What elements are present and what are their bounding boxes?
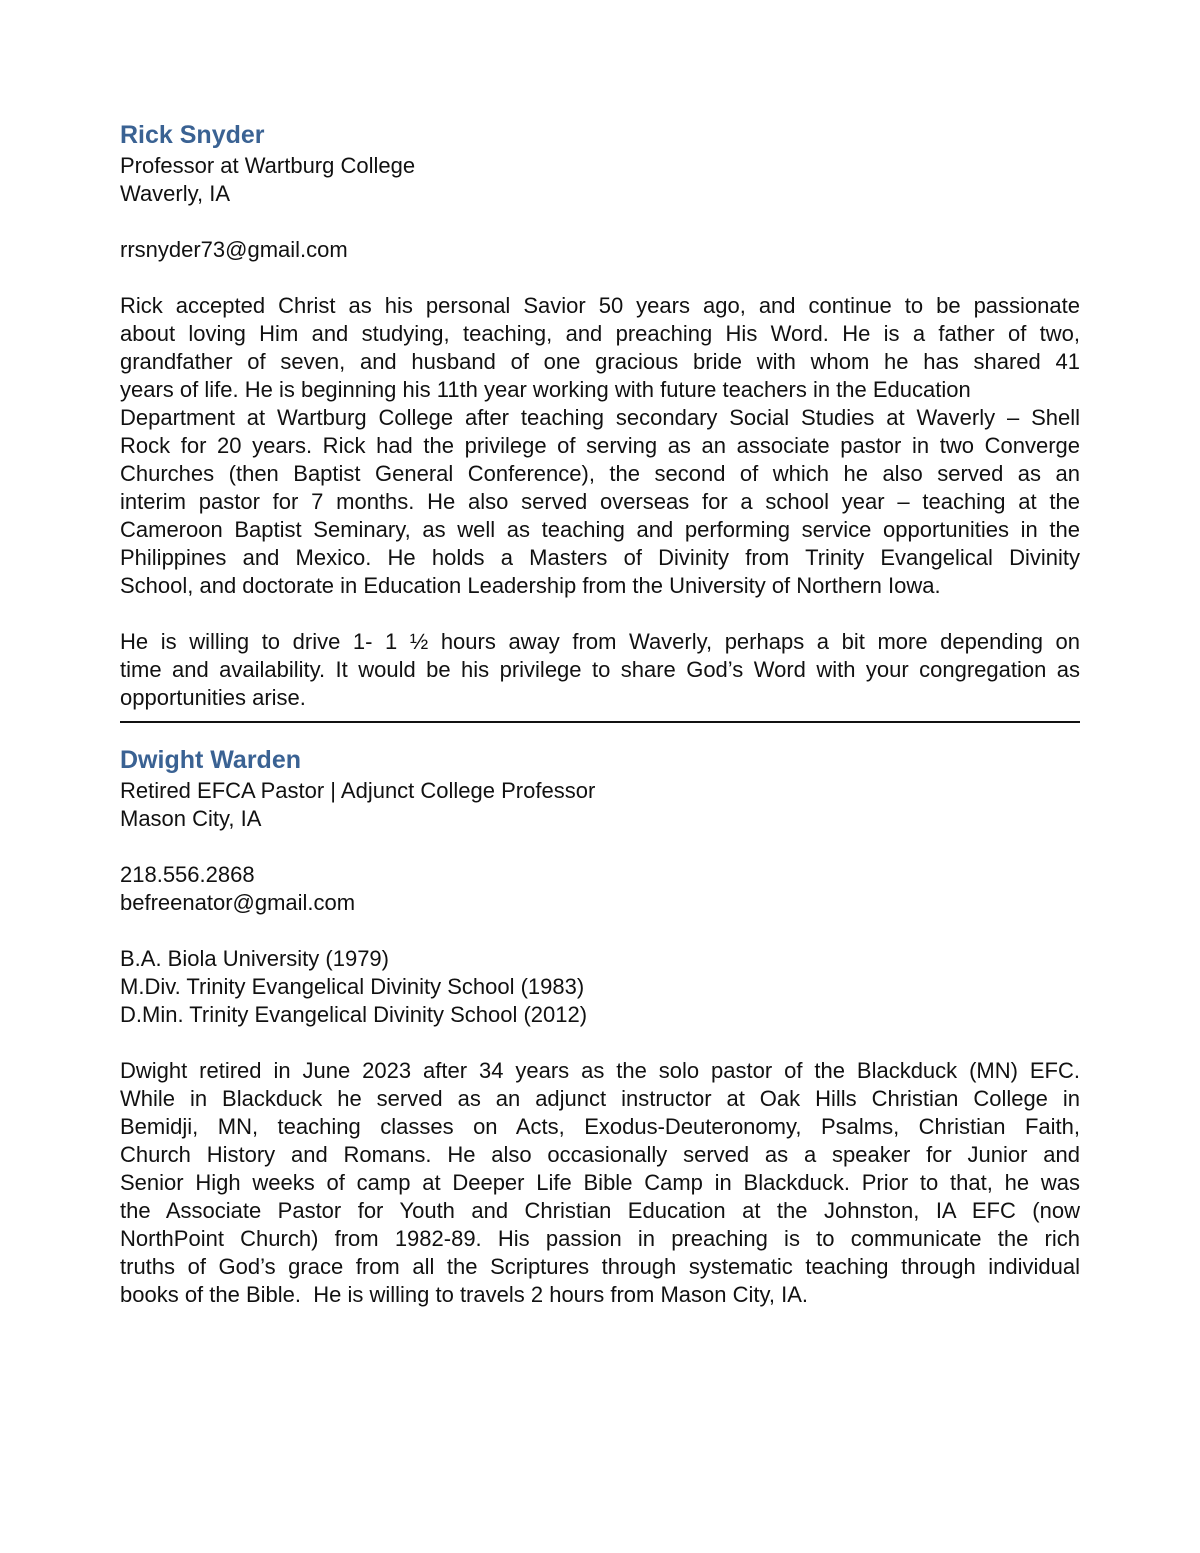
bio-line: interim pastor for 7 months. He also served overseas for a school year – teaching at the (120, 489, 1080, 514)
profile-title: Professor at Wartburg College (120, 153, 416, 178)
profile-email: rrsnyder73@gmail.com (120, 237, 348, 262)
bio-line: Department at Wartburg College after teaching secondary Social Studies at Waverly – Shell (120, 405, 1080, 430)
education-item: D.Min. Trinity Evangelical Divinity School (2012) (120, 1002, 588, 1027)
bio-line: NorthPoint Church) from 1982-89. His passion in preaching is to communicate the rich (120, 1226, 1080, 1251)
travel-line: opportunities arise. (120, 685, 306, 710)
profile-bio (120, 1057, 1080, 1309)
profile-travel (120, 628, 1080, 712)
travel-line: He is willing to drive 1- 1 ½ hours away from Waverly, perhaps a bit more depending on (120, 629, 1080, 654)
education-item: B.A. Biola University (1979) (120, 946, 389, 971)
education-item: M.Div. Trinity Evangelical Divinity School (1983) (120, 974, 585, 999)
bio-line: years of life. He is beginning his 11th year working with future teachers in the Education (120, 377, 971, 402)
bio-line: Bemidji, MN, teaching classes on Acts, Exodus-Deuteronomy, Psalms, Christian Faith, (120, 1114, 1080, 1139)
bio-line: grandfather of seven, and husband of one gracious bride with whom he has shared 41 (120, 349, 1080, 374)
bio-line: Church History and Romans. He also occasionally served as a speaker for Junior and (120, 1142, 1080, 1167)
section-divider (120, 721, 1080, 723)
profile-phone: 218.556.2868 (120, 862, 255, 887)
bio-line: truths of God’s grace from all the Scriptures through systematic teaching through individual (120, 1254, 1080, 1279)
bio-line: books of the Bible. He is willing to travels 2 hours from Mason City, IA. (120, 1282, 808, 1307)
bio-line: While in Blackduck he served as an adjunct instructor at Oak Hills Christian College in (120, 1086, 1080, 1111)
bio-line: the Associate Pastor for Youth and Christian Education at the Johnston, IA EFC (now (120, 1198, 1080, 1223)
profile-bio (120, 292, 1080, 600)
bio-line: School, and doctorate in Education Leadership from the University of Northern Iowa. (120, 573, 941, 598)
bio-line: Philippines and Mexico. He holds a Masters of Divinity from Trinity Evangelical Divinity (120, 545, 1080, 570)
profile-title: Retired EFCA Pastor | Adjunct College Professor (120, 778, 596, 803)
profile-location: Mason City, IA (120, 806, 262, 831)
profile-email: befreenator@gmail.com (120, 890, 356, 915)
bio-line: Churches (then Baptist General Conference), the second of which he also served as an (120, 461, 1080, 486)
profile-name: Dwight Warden (120, 746, 302, 774)
bio-line: Senior High weeks of camp at Deeper Life Bible Camp in Blackduck. Prior to that, he was (120, 1170, 1080, 1195)
profile-location: Waverly, IA (120, 181, 231, 206)
travel-line: time and availability. It would be his privilege to share God’s Word with your congregation as (120, 657, 1080, 682)
profile-name: Rick Snyder (120, 121, 265, 149)
profile-dwight-warden (120, 743, 1080, 1309)
bio-line: about loving Him and studying, teaching, and preaching His Word. He is a father of two, (120, 321, 1080, 346)
bio-line: Dwight retired in June 2023 after 34 years as the solo pastor of the Blackduck (MN) EFC. (120, 1058, 1080, 1083)
bio-line: Rick accepted Christ as his personal Savior 50 years ago, and continue to be passionate (120, 293, 1080, 318)
bio-line: Rock for 20 years. Rick had the privilege of serving as an associate pastor in two Converge (120, 433, 1080, 458)
bio-line: Cameroon Baptist Seminary, as well as teaching and performing service opportunities in the (120, 517, 1080, 542)
document-page (120, 118, 1080, 1309)
profile-rick-snyder (120, 118, 1080, 712)
